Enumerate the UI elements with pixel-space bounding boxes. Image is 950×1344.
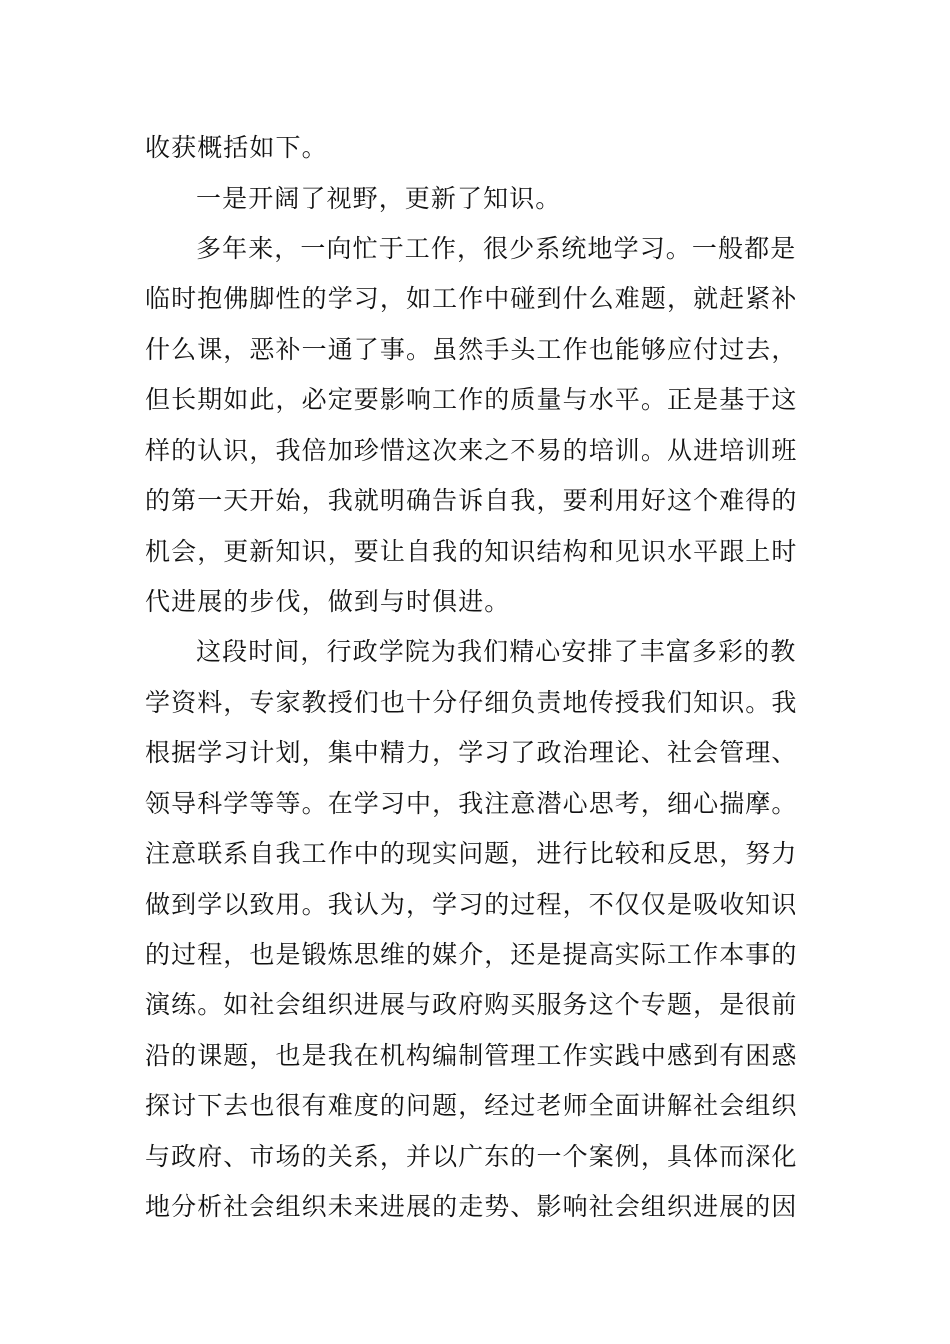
text-line: 样的认识，我倍加珍惜这次来之不易的培训。从进培训班 [145,436,798,465]
text-line: 代进展的步伐，做到与时俱进。 [145,587,511,616]
text-line: 多年来，一向忙于工作，很少系统地学习。一般都是 [196,234,797,263]
text-line: 这段时间，行政学院为我们精心安排了丰富多彩的教 [196,637,797,666]
text-line: 与政府、市场的关系，并以广东的一个案例，具体而深化 [145,1142,798,1171]
text-line: 地分析社会组织未来进展的走势、影响社会组织进展的因 [145,1192,798,1221]
text-line: 什么课，恶补一通了事。虽然手头工作也能够应付过去， [145,335,798,364]
text-line: 但长期如此，必定要影响工作的质量与水平。正是基于这 [145,385,798,414]
text-line: 领导科学等等。在学习中，我注意潜心思考，细心揣摩。 [145,789,798,818]
text-line: 的过程，也是锻炼思维的媒介，还是提高实际工作本事的 [145,940,798,969]
text-line: 沿的课题，也是我在机构编制管理工作实践中感到有困惑 [145,1041,798,1070]
text-line: 注意联系自我工作中的现实问题，进行比较和反思，努力 [145,839,798,868]
text-line: 根据学习计划，集中精力，学习了政治理论、社会管理、 [145,738,798,767]
text-line: 机会，更新知识，要让自我的知识结构和见识水平跟上时 [145,537,798,566]
text-line: 探讨下去也很有难度的问题，经过老师全面讲解社会组织 [145,1091,798,1120]
text-line: 收获概括如下。 [145,133,328,162]
text-line: 做到学以致用。我认为，学习的过程，不仅仅是吸收知识 [145,890,798,919]
text-line: 学资料，专家教授们也十分仔细负责地传授我们知识。我 [145,688,798,717]
text-line: 演练。如社会组织进展与政府购买服务这个专题，是很前 [145,990,798,1019]
text-line: 临时抱佛脚性的学习，如工作中碰到什么难题，就赶紧补 [145,284,798,313]
text-line: 的第一天开始，我就明确告诉自我，要利用好这个难得的 [145,486,798,515]
section-heading: 一是开阔了视野，更新了知识。 [196,184,562,213]
